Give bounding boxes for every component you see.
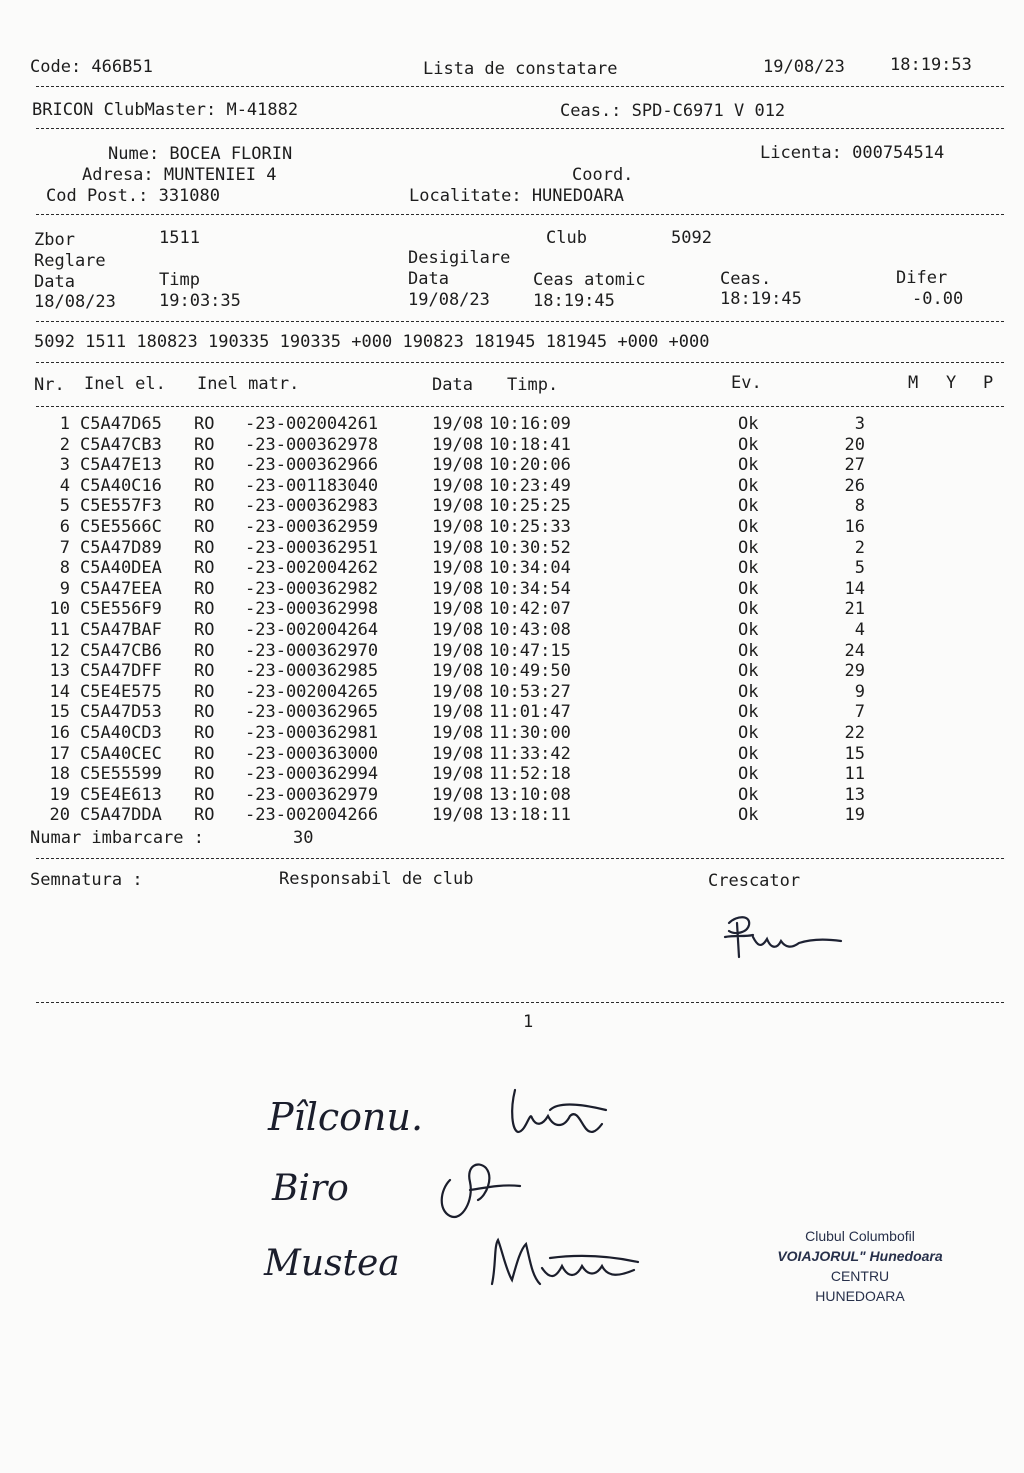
country-code: RO — [194, 537, 215, 558]
position-number: 9 — [854, 681, 865, 702]
arrival-time: 11:52:18 — [489, 764, 571, 785]
electronic-ring: C5E556F9 — [80, 599, 162, 620]
country-code: RO — [194, 702, 215, 723]
electronic-ring: C5A47CB6 — [80, 640, 162, 661]
club-label: Club — [546, 228, 587, 248]
country-code: RO — [194, 784, 215, 805]
country-code: RO — [194, 743, 215, 764]
table-row — [0, 435, 1024, 455]
table-row — [0, 682, 1024, 702]
row-number: 10 — [49, 599, 70, 620]
country-code: RO — [194, 764, 215, 785]
electronic-ring: C5A40C16 — [80, 475, 162, 496]
position-number: 3 — [854, 414, 865, 434]
arrival-time: 13:18:11 — [489, 805, 571, 826]
arrival-time: 10:18:41 — [489, 434, 571, 455]
ceas-value: 18:19:45 — [720, 289, 802, 309]
arrival-date: 19/08 — [432, 784, 484, 805]
country-code: RO — [194, 661, 215, 682]
event-status: Ok — [738, 702, 759, 723]
event-status: Ok — [738, 434, 759, 455]
arrival-time: 11:30:00 — [489, 723, 571, 743]
divider — [36, 362, 1004, 363]
table-row — [0, 579, 1024, 599]
arrival-date: 19/08 — [432, 743, 484, 764]
event-status: Ok — [738, 475, 759, 496]
arrival-date: 19/08 — [432, 558, 484, 579]
row-number: 2 — [59, 434, 70, 455]
arrival-date: 19/08 — [432, 620, 484, 640]
position-number: 11 — [844, 764, 865, 785]
reglare-time: 19:03:35 — [159, 291, 241, 311]
ring-number: -23-000362970 — [245, 640, 379, 661]
arrival-time: 10:25:33 — [489, 517, 571, 537]
event-status: Ok — [738, 455, 759, 476]
row-number: 5 — [59, 496, 70, 517]
clock-label: Ceas.: SPD-C6971 V 012 — [560, 101, 786, 121]
handwritten-notes — [250, 1070, 670, 1310]
ring-number: -23-000362951 — [245, 537, 379, 558]
arrival-date: 19/08 — [432, 681, 484, 702]
code-label: Code: 466B51 — [30, 57, 153, 77]
electronic-ring: C5A47DDA — [80, 805, 162, 826]
boarding-count-label: Numar imbarcare : — [30, 828, 204, 848]
event-status: Ok — [738, 764, 759, 785]
desigilare-date: 19/08/23 — [408, 290, 490, 310]
col-header-timp: Timp. — [507, 375, 559, 395]
arrival-time: 10:42:07 — [489, 599, 571, 620]
row-number: 14 — [49, 681, 70, 702]
arrival-time: 10:23:49 — [489, 475, 571, 496]
table-row — [0, 599, 1024, 619]
arrival-date: 19/08 — [432, 434, 484, 455]
row-number: 18 — [49, 764, 70, 785]
arrival-time: 11:33:42 — [489, 743, 571, 764]
ring-number: -23-000362979 — [245, 784, 379, 805]
table-row — [0, 764, 1024, 784]
owner-name: Nume: BOCEA FLORIN — [108, 144, 293, 164]
ceas-atomic-label: Ceas atomic — [533, 270, 646, 290]
row-number: 3 — [59, 455, 70, 476]
position-number: 16 — [844, 517, 865, 537]
table-row — [0, 661, 1024, 681]
event-status: Ok — [738, 558, 759, 579]
club-responsible-label: Responsabil de club — [279, 869, 474, 889]
owner-address: Adresa: MUNTENIEI 4 — [82, 165, 277, 185]
event-status: Ok — [738, 537, 759, 558]
country-code: RO — [194, 805, 215, 826]
stamp-line: CENTRU — [830, 1268, 890, 1284]
difer-label: Difer — [896, 268, 948, 288]
arrival-time: 10:30:52 — [489, 537, 571, 558]
locality: Localitate: HUNEDOARA — [409, 186, 624, 206]
arrival-time: 10:34:04 — [489, 558, 571, 579]
desigilare-label: Desigilare — [408, 248, 511, 268]
arrival-time: 10:49:50 — [489, 661, 571, 682]
row-number: 13 — [49, 661, 70, 682]
reglare-label: Reglare — [34, 251, 106, 271]
col-header-inel-matr: Inel matr. — [197, 374, 300, 394]
country-code: RO — [194, 434, 215, 455]
country-code: RO — [194, 599, 215, 620]
ring-number: -23-000362981 — [245, 723, 379, 743]
col-header-m: M — [908, 373, 919, 393]
row-number: 7 — [59, 537, 70, 558]
table-row — [0, 517, 1024, 537]
divider — [36, 214, 1004, 215]
summary-line: 5092 1511 180823 190335 190335 +000 190823 181945 181945 +000 +000 — [34, 332, 710, 352]
position-number: 2 — [854, 537, 865, 558]
country-code: RO — [194, 475, 215, 496]
ring-number: -23-000362983 — [245, 496, 379, 517]
event-status: Ok — [738, 517, 759, 537]
ceas-label: Ceas. — [720, 269, 772, 289]
arrival-time: 10:16:09 — [489, 414, 571, 434]
stamp-line: VOIAJORUL" Hunedoara — [777, 1248, 943, 1264]
event-status: Ok — [738, 723, 759, 743]
table-row — [0, 496, 1024, 516]
table-row — [0, 455, 1024, 475]
divider — [36, 1002, 1004, 1003]
event-status: Ok — [738, 784, 759, 805]
country-code: RO — [194, 578, 215, 599]
zbor-label: Zbor — [34, 230, 75, 250]
arrival-time: 10:53:27 — [489, 681, 571, 702]
position-number: 21 — [844, 599, 865, 620]
divider — [36, 406, 1004, 407]
event-status: Ok — [738, 681, 759, 702]
data-label: Data — [34, 272, 75, 292]
event-status: Ok — [738, 640, 759, 661]
country-code: RO — [194, 414, 215, 434]
arrival-time: 10:34:54 — [489, 578, 571, 599]
arrival-time: 10:43:08 — [489, 620, 571, 640]
ring-number: -23-000362978 — [245, 434, 379, 455]
clubmaster-label: BRICON ClubMaster: M-41882 — [32, 100, 299, 120]
stamp-line: HUNEDOARA — [815, 1288, 905, 1304]
breeder-label: Crescator — [708, 871, 801, 891]
event-status: Ok — [738, 805, 759, 826]
row-number: 4 — [59, 475, 70, 496]
country-code: RO — [194, 640, 215, 661]
arrival-time: 10:47:15 — [489, 640, 571, 661]
arrival-time: 10:20:06 — [489, 455, 571, 476]
ring-number: -23-002004264 — [245, 620, 379, 640]
license-number: Licenta: 000754514 — [760, 143, 945, 163]
electronic-ring: C5A47CB3 — [80, 434, 162, 455]
club-value: 5092 — [671, 228, 712, 248]
header-time: 18:19:53 — [890, 55, 972, 75]
arrival-date: 19/08 — [432, 723, 484, 743]
data-label: Data — [408, 269, 449, 289]
row-number: 11 — [49, 620, 70, 640]
arrival-date: 19/08 — [432, 661, 484, 682]
arrival-date: 19/08 — [432, 475, 484, 496]
arrival-date: 19/08 — [432, 702, 484, 723]
table-row — [0, 558, 1024, 578]
divider — [36, 128, 1004, 129]
header-date: 19/08/23 — [763, 57, 845, 77]
handwritten-name-1: Pîlconu. — [268, 1095, 424, 1139]
country-code: RO — [194, 681, 215, 702]
col-header-nr: Nr. — [34, 375, 65, 395]
postal-code: Cod Post.: 331080 — [46, 186, 220, 206]
arrival-date: 19/08 — [432, 455, 484, 476]
ring-number: -23-002004261 — [245, 414, 379, 434]
col-header-inel-el: Inel el. — [84, 374, 166, 394]
country-code: RO — [194, 723, 215, 743]
row-number: 1 — [59, 414, 70, 434]
electronic-ring: C5A47D65 — [80, 414, 162, 434]
ring-number: -23-002004265 — [245, 681, 379, 702]
table-row — [0, 641, 1024, 661]
page-title: Lista de constatare — [423, 59, 618, 79]
electronic-ring: C5A47E13 — [80, 455, 162, 476]
electronic-ring: C5E4E575 — [80, 681, 162, 702]
position-number: 7 — [854, 702, 865, 723]
electronic-ring: C5A47DFF — [80, 661, 162, 682]
electronic-ring: C5A47EEA — [80, 578, 162, 599]
table-row — [0, 538, 1024, 558]
event-status: Ok — [738, 620, 759, 640]
position-number: 8 — [854, 496, 865, 517]
row-number: 8 — [59, 558, 70, 579]
electronic-ring: C5E5566C — [80, 517, 162, 537]
row-number: 20 — [49, 805, 70, 826]
breeder-signature — [715, 905, 855, 965]
row-number: 6 — [59, 517, 70, 537]
row-number: 16 — [49, 723, 70, 743]
country-code: RO — [194, 455, 215, 476]
zbor-value: 1511 — [159, 228, 200, 248]
electronic-ring: C5A40DEA — [80, 558, 162, 579]
divider — [36, 321, 1004, 322]
col-header-ev: Ev. — [731, 373, 762, 393]
position-number: 26 — [844, 475, 865, 496]
country-code: RO — [194, 517, 215, 537]
arrival-date: 19/08 — [432, 517, 484, 537]
event-status: Ok — [738, 743, 759, 764]
row-number: 17 — [49, 743, 70, 764]
row-number: 19 — [49, 784, 70, 805]
table-row — [0, 702, 1024, 722]
col-header-p: P — [983, 373, 994, 393]
arrival-date: 19/08 — [432, 599, 484, 620]
event-status: Ok — [738, 661, 759, 682]
row-number: 15 — [49, 702, 70, 723]
ring-number: -23-001183040 — [245, 475, 379, 496]
ring-number: -23-000362959 — [245, 517, 379, 537]
position-number: 4 — [854, 620, 865, 640]
row-number: 9 — [59, 578, 70, 599]
page-number: 1 — [523, 1012, 534, 1032]
col-header-data: Data — [432, 375, 473, 395]
arrival-date: 19/08 — [432, 764, 484, 785]
ceas-atomic-value: 18:19:45 — [533, 291, 615, 311]
position-number: 14 — [844, 578, 865, 599]
position-number: 15 — [844, 743, 865, 764]
position-number: 13 — [844, 784, 865, 805]
boarding-count-value: 30 — [293, 828, 314, 848]
ring-number: -23-000362982 — [245, 578, 379, 599]
table-row — [0, 785, 1024, 805]
position-number: 19 — [844, 805, 865, 826]
divider — [36, 858, 1004, 859]
reglare-date: 18/08/23 — [34, 292, 116, 312]
position-number: 20 — [844, 434, 865, 455]
arrival-time: 13:10:08 — [489, 784, 571, 805]
ring-number: -23-000362985 — [245, 661, 379, 682]
divider — [36, 86, 1004, 87]
country-code: RO — [194, 496, 215, 517]
arrival-time: 10:25:25 — [489, 496, 571, 517]
ring-number: -23-000362966 — [245, 455, 379, 476]
country-code: RO — [194, 558, 215, 579]
handwritten-name-2: Biro — [272, 1168, 349, 1209]
coord-label: Coord. — [572, 165, 634, 185]
event-status: Ok — [738, 496, 759, 517]
ring-number: -23-002004262 — [245, 558, 379, 579]
electronic-ring: C5A40CEC — [80, 743, 162, 764]
ring-number: -23-002004266 — [245, 805, 379, 826]
electronic-ring: C5A47D53 — [80, 702, 162, 723]
arrival-time: 11:01:47 — [489, 702, 571, 723]
electronic-ring: C5A40CD3 — [80, 723, 162, 743]
ring-number: -23-000362998 — [245, 599, 379, 620]
stamp-line: Clubul Columbofil — [805, 1228, 915, 1244]
event-status: Ok — [738, 599, 759, 620]
arrival-date: 19/08 — [432, 578, 484, 599]
table-row — [0, 414, 1024, 434]
row-number: 12 — [49, 640, 70, 661]
arrival-date: 19/08 — [432, 805, 484, 826]
position-number: 27 — [844, 455, 865, 476]
position-number: 24 — [844, 640, 865, 661]
ring-number: -23-000362965 — [245, 702, 379, 723]
electronic-ring: C5E55599 — [80, 764, 162, 785]
difer-value: -0.00 — [912, 289, 964, 309]
arrival-date: 19/08 — [432, 640, 484, 661]
timp-label: Timp — [159, 270, 200, 290]
table-row — [0, 723, 1024, 743]
table-row — [0, 476, 1024, 496]
event-status: Ok — [738, 578, 759, 599]
ring-number: -23-000363000 — [245, 743, 379, 764]
electronic-ring: C5A47D89 — [80, 537, 162, 558]
handwritten-name-3: Mustea — [264, 1243, 400, 1284]
table-row — [0, 744, 1024, 764]
arrival-date: 19/08 — [432, 496, 484, 517]
position-number: 22 — [844, 723, 865, 743]
club-stamp — [745, 1226, 975, 1306]
arrival-date: 19/08 — [432, 414, 484, 434]
position-number: 29 — [844, 661, 865, 682]
col-header-y: Y — [946, 373, 957, 393]
arrival-date: 19/08 — [432, 537, 484, 558]
event-status: Ok — [738, 414, 759, 434]
table-row — [0, 805, 1024, 825]
signature-label: Semnatura : — [30, 870, 143, 890]
electronic-ring: C5E4E613 — [80, 784, 162, 805]
ring-number: -23-000362994 — [245, 764, 379, 785]
country-code: RO — [194, 620, 215, 640]
electronic-ring: C5A47BAF — [80, 620, 162, 640]
electronic-ring: C5E557F3 — [80, 496, 162, 517]
position-number: 5 — [854, 558, 865, 579]
table-row — [0, 620, 1024, 640]
